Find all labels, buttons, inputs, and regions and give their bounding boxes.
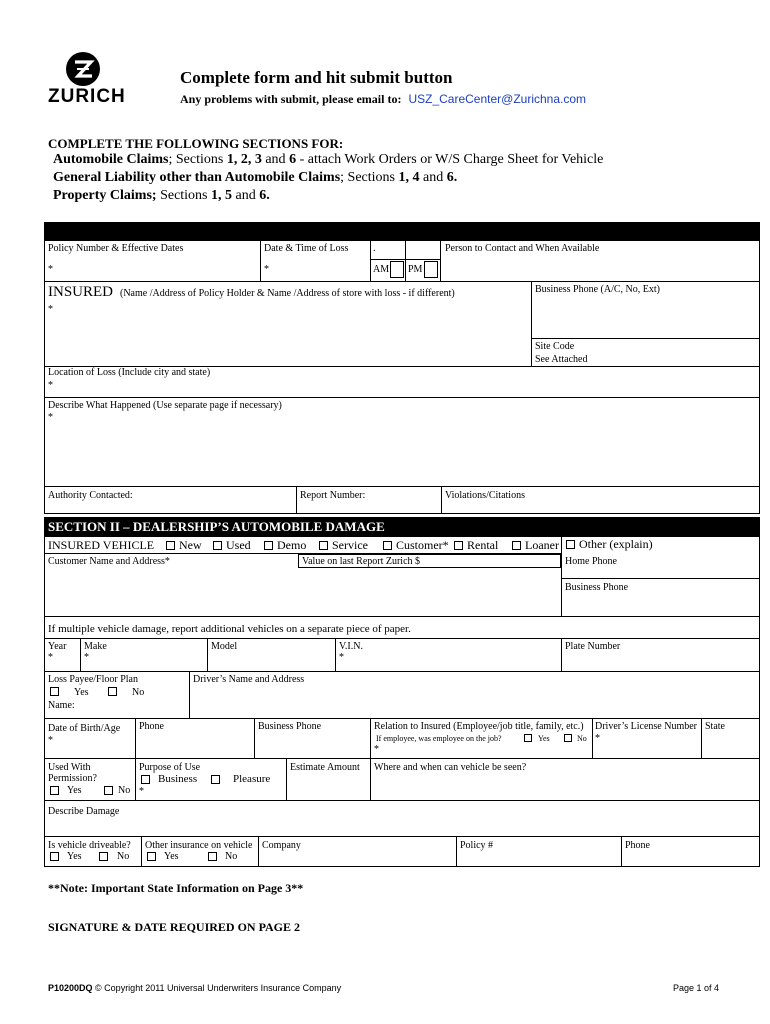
used-label: Used — [226, 538, 251, 552]
vin-label: V.I.N. — [339, 641, 363, 652]
new-label: New — [179, 538, 202, 552]
insured-field[interactable]: * — [48, 304, 53, 315]
phone-label: Phone — [139, 721, 164, 732]
other-ins-phone-label: Phone — [625, 840, 650, 851]
dob-field[interactable]: * — [48, 735, 53, 746]
company-label: Company — [262, 840, 301, 851]
copyright-text: © Copyright 2011 Universal Underwriters Insurance Company — [95, 983, 342, 993]
demo-checkbox[interactable] — [264, 541, 273, 550]
insured-vehicle-label: INSURED VEHICLE — [48, 538, 155, 552]
pm-checkbox[interactable] — [424, 261, 438, 278]
auto-sections-text: ; Sections — [168, 152, 227, 167]
insured-title: INSURED — [48, 284, 114, 300]
insured-vehicle-row — [48, 538, 154, 553]
customer-label: Customer* — [396, 538, 449, 552]
permission-no-checkbox[interactable] — [104, 786, 113, 795]
policy-no-label: Policy # — [460, 840, 494, 851]
option-service[interactable] — [319, 538, 368, 553]
purpose-business-checkbox[interactable] — [141, 775, 150, 784]
loaner-label: Loaner — [525, 538, 559, 552]
loss-payee-label: Loss Payee/Floor Plan — [48, 674, 138, 685]
loss-payee-yes-label: Yes — [74, 687, 89, 698]
option-loaner[interactable] — [512, 538, 559, 553]
driveable-no-checkbox[interactable] — [99, 852, 108, 861]
relation-label: Relation to Insured (Employee/job title, family, etc.) — [374, 721, 584, 732]
other-insurance-label: Other insurance on vehicle — [145, 840, 253, 851]
driveable-yes-label: Yes — [67, 851, 82, 862]
gl-claims-label: General Liability other than Automobile Claims — [53, 170, 341, 185]
sections-heading: COMPLETE THE FOLLOWING SECTIONS FOR: — [48, 136, 344, 151]
section1-header-bar — [44, 222, 760, 240]
option-used[interactable] — [213, 538, 251, 553]
auto-tail: - attach Work Orders or W/S Charge Sheet for Vehicle — [296, 152, 604, 167]
other-insurance-no-label: No — [225, 851, 238, 862]
other-insurance-yes-checkbox[interactable] — [147, 852, 156, 861]
email-prompt — [180, 92, 586, 107]
on-job-yes-label: Yes — [538, 734, 550, 743]
location-label: Location of Loss (Include city and state) — [48, 367, 211, 378]
year-field[interactable]: * — [48, 652, 53, 663]
location-field[interactable]: * — [48, 380, 53, 391]
license-field[interactable]: * — [595, 733, 600, 744]
make-field[interactable]: * — [84, 652, 89, 663]
support-email-link[interactable]: USZ_CareCenter@Zurichna.com — [408, 92, 587, 106]
other-insurance-no-checkbox[interactable] — [208, 852, 217, 861]
driveable-no-label: No — [117, 851, 130, 862]
other-label: Other (explain) — [579, 537, 653, 551]
auto-and: and — [261, 152, 290, 167]
pm-label: PM — [408, 264, 423, 275]
loss-payee-name-label: Name: — [48, 700, 75, 711]
business-phone-label: Business Phone (A/C, No, Ext) — [535, 284, 660, 295]
loss-payee-yes-checkbox[interactable] — [50, 687, 59, 696]
signature-note: SIGNATURE & DATE REQUIRED ON PAGE 2 — [48, 920, 301, 934]
property-claims-label: Property Claims; — [53, 188, 157, 203]
page-number: Page 1 of 4 — [673, 983, 720, 993]
dob-label: Date of Birth/Age — [48, 723, 121, 734]
value-last-report-label: Value on last Report Zurich $ — [302, 556, 421, 567]
am-checkbox[interactable] — [390, 261, 404, 278]
purpose-field[interactable]: * — [139, 786, 144, 797]
see-attached-text: See Attached — [535, 354, 588, 365]
make-label: Make — [84, 641, 107, 652]
describe-label: Describe What Happened (Use separate page if necessary) — [48, 400, 282, 411]
describe-field[interactable]: * — [48, 412, 53, 423]
vin-field[interactable]: * — [339, 652, 344, 663]
loss-payee-no-label: No — [132, 687, 145, 698]
multiple-vehicle-note: If multiple vehicle damage, report additional vehicles on a separate piece of paper. — [48, 623, 411, 635]
property-claims-line — [53, 188, 270, 204]
auto-sections-nums: 1, 2, 3 — [226, 152, 262, 167]
estimate-amount-label: Estimate Amount — [290, 762, 360, 773]
describe-damage-label: Describe Damage — [48, 806, 120, 817]
driver-name-label: Driver’s Name and Address — [193, 674, 305, 685]
driveable-yes-checkbox[interactable] — [50, 852, 59, 861]
loaner-checkbox[interactable] — [512, 541, 521, 550]
prop-sections-nums: 1, 5 — [211, 188, 233, 203]
permission-yes-label: Yes — [67, 785, 82, 796]
rental-label: Rental — [467, 538, 499, 552]
model-label: Model — [211, 641, 238, 652]
purpose-label: Purpose of Use — [139, 762, 201, 773]
footer-copyright — [48, 983, 341, 993]
gl-claims-line — [53, 170, 457, 186]
time-dot: . — [373, 243, 376, 254]
date-time-field[interactable]: * — [264, 264, 269, 275]
service-label: Service — [332, 538, 368, 552]
prop-last: 6. — [259, 188, 270, 203]
insured-desc: (Name /Address of Policy Holder & Name /Address of store with loss - if different) — [120, 288, 455, 299]
date-time-label: Date & Time of Loss — [264, 243, 349, 254]
demo-label: Demo — [277, 538, 307, 552]
rental-checkbox[interactable] — [454, 541, 463, 550]
purpose-pleasure-label: Pleasure — [233, 773, 271, 785]
plate-number-label: Plate Number — [565, 641, 621, 652]
page-title: Complete form and hit submit button — [180, 68, 453, 87]
violations-label: Violations/Citations — [445, 490, 525, 501]
where-seen-label: Where and when can vehicle be seen? — [374, 762, 527, 773]
logo-wordmark: ZURICH — [48, 86, 126, 107]
prop-sections-text: Sections — [156, 188, 212, 203]
email-prompt-text: Any problems with submit, please email to: — [180, 92, 402, 106]
used-checkbox[interactable] — [213, 541, 222, 550]
state-label: State — [705, 721, 725, 732]
business-phone-2-label: Business Phone — [565, 582, 629, 593]
gl-sections-text: ; Sections — [340, 170, 399, 185]
permission-label: Permission? — [48, 773, 97, 784]
authority-label: Authority Contacted: — [48, 490, 133, 501]
auto-claims-line — [53, 152, 603, 168]
auto-claims-label: Automobile Claims — [53, 152, 169, 167]
gl-sections-nums: 1, 4 — [398, 170, 420, 185]
section2-title: SECTION II – DEALERSHIP’S AUTOMOBILE DAMAGE — [48, 519, 385, 534]
customer-checkbox[interactable] — [383, 541, 392, 550]
employee-on-job-question: If employee, was employee on the job? — [376, 734, 502, 743]
option-other[interactable] — [566, 537, 653, 552]
zurich-z-logo-icon — [66, 52, 100, 86]
option-new[interactable] — [166, 538, 202, 553]
year-label: Year — [48, 641, 67, 652]
site-code-label: Site Code — [535, 341, 575, 352]
relation-field[interactable]: * — [374, 744, 379, 755]
option-customer[interactable] — [383, 538, 449, 553]
section2-form — [44, 536, 760, 867]
home-phone-label: Home Phone — [565, 556, 617, 567]
other-checkbox[interactable] — [566, 540, 575, 549]
gl-and: and — [419, 170, 447, 185]
on-job-no-label: No — [577, 734, 587, 743]
option-demo[interactable] — [264, 538, 306, 553]
on-job-no-checkbox[interactable] — [564, 734, 572, 742]
permission-yes-checkbox[interactable] — [50, 786, 59, 795]
driveable-label: Is vehicle driveable? — [48, 840, 131, 851]
form-code: P10200DQ — [48, 983, 93, 993]
am-label: AM — [373, 264, 390, 275]
state-info-note: **Note: Important State Information on Page 3** — [48, 881, 304, 895]
driver-business-phone-label: Business Phone — [258, 721, 322, 732]
prop-and: and — [232, 188, 260, 203]
report-number-label: Report Number: — [300, 490, 366, 501]
auto-last: 6 — [289, 152, 297, 167]
policy-number-label: Policy Number & Effective Dates — [48, 243, 184, 254]
loss-payee-no-checkbox[interactable] — [108, 687, 117, 696]
contact-person-label: Person to Contact and When Available — [445, 243, 600, 254]
other-insurance-yes-label: Yes — [164, 851, 179, 862]
license-label: Driver’s License Number — [595, 721, 698, 732]
option-rental[interactable] — [454, 538, 498, 553]
purpose-business-label: Business — [158, 773, 198, 785]
new-checkbox[interactable] — [166, 541, 175, 550]
permission-no-label: No — [118, 785, 131, 796]
purpose-pleasure-checkbox[interactable] — [211, 775, 220, 784]
customer-name-label: Customer Name and Address* — [48, 556, 170, 567]
gl-last: 6. — [446, 170, 458, 185]
service-checkbox[interactable] — [319, 541, 328, 550]
used-with-label: Used With — [48, 762, 91, 773]
policy-number-field[interactable]: * — [48, 264, 53, 275]
on-job-yes-checkbox[interactable] — [524, 734, 532, 742]
